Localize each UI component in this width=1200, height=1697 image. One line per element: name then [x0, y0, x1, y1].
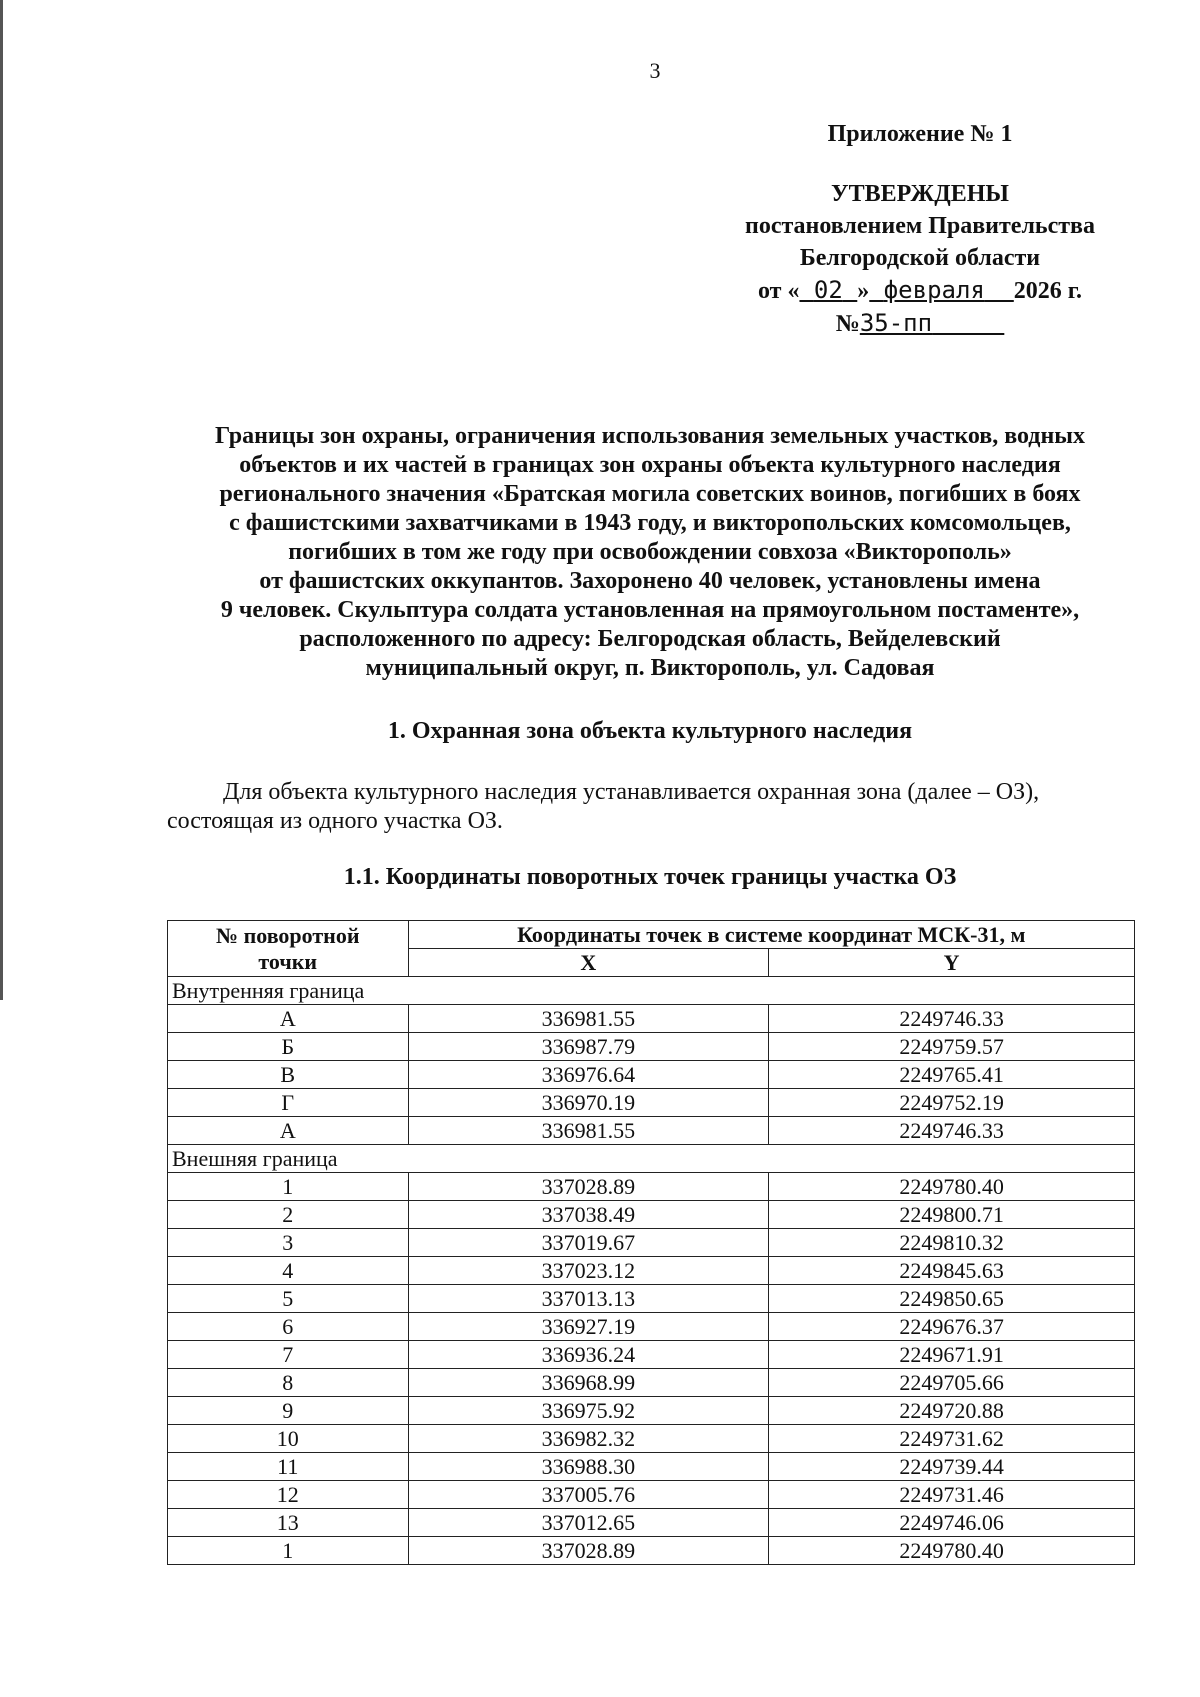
body-line-2: состоящая из одного участка ОЗ. [167, 808, 503, 834]
table-row [168, 1481, 1135, 1509]
x-cell: 337038.49 [408, 1201, 769, 1229]
y-cell: 2249780.40 [769, 1537, 1135, 1565]
y-cell: 2249746.33 [769, 1005, 1135, 1033]
point-cell: 11 [168, 1453, 409, 1481]
approved-heading: УТВЕРЖДЕНЫ [831, 181, 1009, 207]
point-cell: 8 [168, 1369, 409, 1397]
point-cell: А [168, 1117, 409, 1145]
title-line: Границы зон охраны, ограничения использования земельных участков, водных [214, 423, 1086, 449]
x-cell: 336987.79 [408, 1033, 769, 1061]
approval-number [700, 307, 1140, 340]
scan-edge-mark [0, 0, 3, 1000]
table-row [168, 1285, 1135, 1313]
title-line: регионального значения «Братская могила советских воинов, погибших в боях [219, 481, 1081, 507]
table-header-row [168, 921, 1135, 949]
point-cell: 10 [168, 1425, 409, 1453]
y-cell: 2249746.06 [769, 1509, 1135, 1537]
y-cell: 2249720.88 [769, 1397, 1135, 1425]
point-cell: А [168, 1005, 409, 1033]
body-paragraph [167, 778, 1133, 836]
x-cell: 336970.19 [408, 1089, 769, 1117]
y-cell: 2249752.19 [769, 1089, 1135, 1117]
x-cell: 337023.12 [408, 1257, 769, 1285]
number-prefix: № [835, 311, 860, 337]
group-label: Внутренняя граница [168, 977, 1135, 1005]
coordinates-table [167, 920, 1135, 1565]
y-cell: 2249759.57 [769, 1033, 1135, 1061]
point-cell: 6 [168, 1313, 409, 1341]
title-line: объектов и их частей в границах зон охраны объекта культурного наследия [239, 452, 1061, 478]
point-cell: 5 [168, 1285, 409, 1313]
y-cell: 2249739.44 [769, 1453, 1135, 1481]
table-body [168, 977, 1135, 1565]
table-row [168, 1061, 1135, 1089]
point-cell: 13 [168, 1509, 409, 1537]
table-row [168, 1257, 1135, 1285]
x-cell: 337028.89 [408, 1173, 769, 1201]
approval-block [700, 178, 1140, 340]
y-cell: 2249671.91 [769, 1341, 1135, 1369]
table-row [168, 1201, 1135, 1229]
table-row [168, 1509, 1135, 1537]
y-cell: 2249731.62 [769, 1425, 1135, 1453]
section-heading: 1. Охранная зона объекта культурного наследия [387, 718, 913, 744]
x-cell: 336981.55 [408, 1005, 769, 1033]
point-cell: 7 [168, 1341, 409, 1369]
title-line: с фашистскими захватчиками в 1943 году, и викторопольских комсомольцев, [229, 510, 1071, 536]
title-line: расположенного по адресу: Белгородская область, Вейделевский [299, 626, 1001, 652]
y-cell: 2249810.32 [769, 1229, 1135, 1257]
x-cell: 337028.89 [408, 1537, 769, 1565]
title-line: от фашистских оккупантов. Захоронено 40 человек, установлены имена [259, 568, 1041, 594]
y-cell: 2249780.40 [769, 1173, 1135, 1201]
table-row [168, 1453, 1135, 1481]
y-cell: 2249800.71 [769, 1201, 1135, 1229]
table-row [168, 1537, 1135, 1565]
header-x: X [408, 949, 769, 977]
header-y: Y [769, 949, 1135, 977]
title-line: погибших в том же году при освобождении совхоза «Викторополь» [288, 539, 1012, 565]
point-cell: 3 [168, 1229, 409, 1257]
point-cell: 1 [168, 1537, 409, 1565]
date-mid: » [857, 278, 870, 304]
table-row [168, 1033, 1135, 1061]
title-line: муниципальный округ, п. Викторополь, ул. Садовая [365, 655, 935, 681]
date-day: 02 [813, 276, 843, 304]
document-title [150, 422, 1150, 683]
y-cell: 2249676.37 [769, 1313, 1135, 1341]
date-year: 2026 г. [1013, 278, 1082, 304]
x-cell: 337012.65 [408, 1509, 769, 1537]
y-cell: 2249705.66 [769, 1369, 1135, 1397]
y-cell: 2249746.33 [769, 1117, 1135, 1145]
x-cell: 336976.64 [408, 1061, 769, 1089]
table-row [168, 1397, 1135, 1425]
body-line-1: Для объекта культурного наследия устанавливается охранная зона (далее – ОЗ), [223, 779, 1040, 805]
table-row [168, 1313, 1135, 1341]
table-row [168, 1229, 1135, 1257]
date-month: февраля [883, 276, 985, 304]
approval-region: Белгородской области [799, 245, 1041, 271]
x-cell: 336927.19 [408, 1313, 769, 1341]
point-cell: Б [168, 1033, 409, 1061]
approval-by-line: постановлением Правительства [744, 213, 1095, 239]
table-row [168, 1117, 1135, 1145]
x-cell: 337013.13 [408, 1285, 769, 1313]
x-cell: 337019.67 [408, 1229, 769, 1257]
x-cell: 336968.99 [408, 1369, 769, 1397]
table-row [168, 1369, 1135, 1397]
x-cell: 336988.30 [408, 1453, 769, 1481]
x-cell: 336982.32 [408, 1425, 769, 1453]
page-number: 3 [649, 58, 661, 83]
point-cell: 9 [168, 1397, 409, 1425]
approval-date [700, 274, 1140, 307]
table-group-row [168, 1145, 1135, 1173]
point-cell: Г [168, 1089, 409, 1117]
date-prefix: от « [757, 278, 800, 304]
point-cell: 12 [168, 1481, 409, 1509]
header-point: № поворотной точки [168, 921, 409, 977]
table-row [168, 1425, 1135, 1453]
table-row [168, 1341, 1135, 1369]
point-cell: 1 [168, 1173, 409, 1201]
point-cell: 4 [168, 1257, 409, 1285]
table-row [168, 1005, 1135, 1033]
table-group-row [168, 977, 1135, 1005]
table-row [168, 1089, 1135, 1117]
subsection-heading: 1.1. Координаты поворотных точек границы участка ОЗ [343, 864, 957, 890]
y-cell: 2249850.65 [769, 1285, 1135, 1313]
title-line: 9 человек. Скульптура солдата установленная на прямоугольном постаменте», [220, 597, 1080, 623]
y-cell: 2249845.63 [769, 1257, 1135, 1285]
y-cell: 2249731.46 [769, 1481, 1135, 1509]
point-cell: 2 [168, 1201, 409, 1229]
x-cell: 337005.76 [408, 1481, 769, 1509]
header-coords: Координаты точек в системе координат МСК-31, м [408, 921, 1134, 949]
x-cell: 336975.92 [408, 1397, 769, 1425]
group-label: Внешняя граница [168, 1145, 1135, 1173]
y-cell: 2249765.41 [769, 1061, 1135, 1089]
number-value: 35-пп [859, 309, 933, 337]
point-cell: В [168, 1061, 409, 1089]
x-cell: 336936.24 [408, 1341, 769, 1369]
table-row [168, 1173, 1135, 1201]
appendix-label: Приложение № 1 [827, 121, 1013, 147]
x-cell: 336981.55 [408, 1117, 769, 1145]
